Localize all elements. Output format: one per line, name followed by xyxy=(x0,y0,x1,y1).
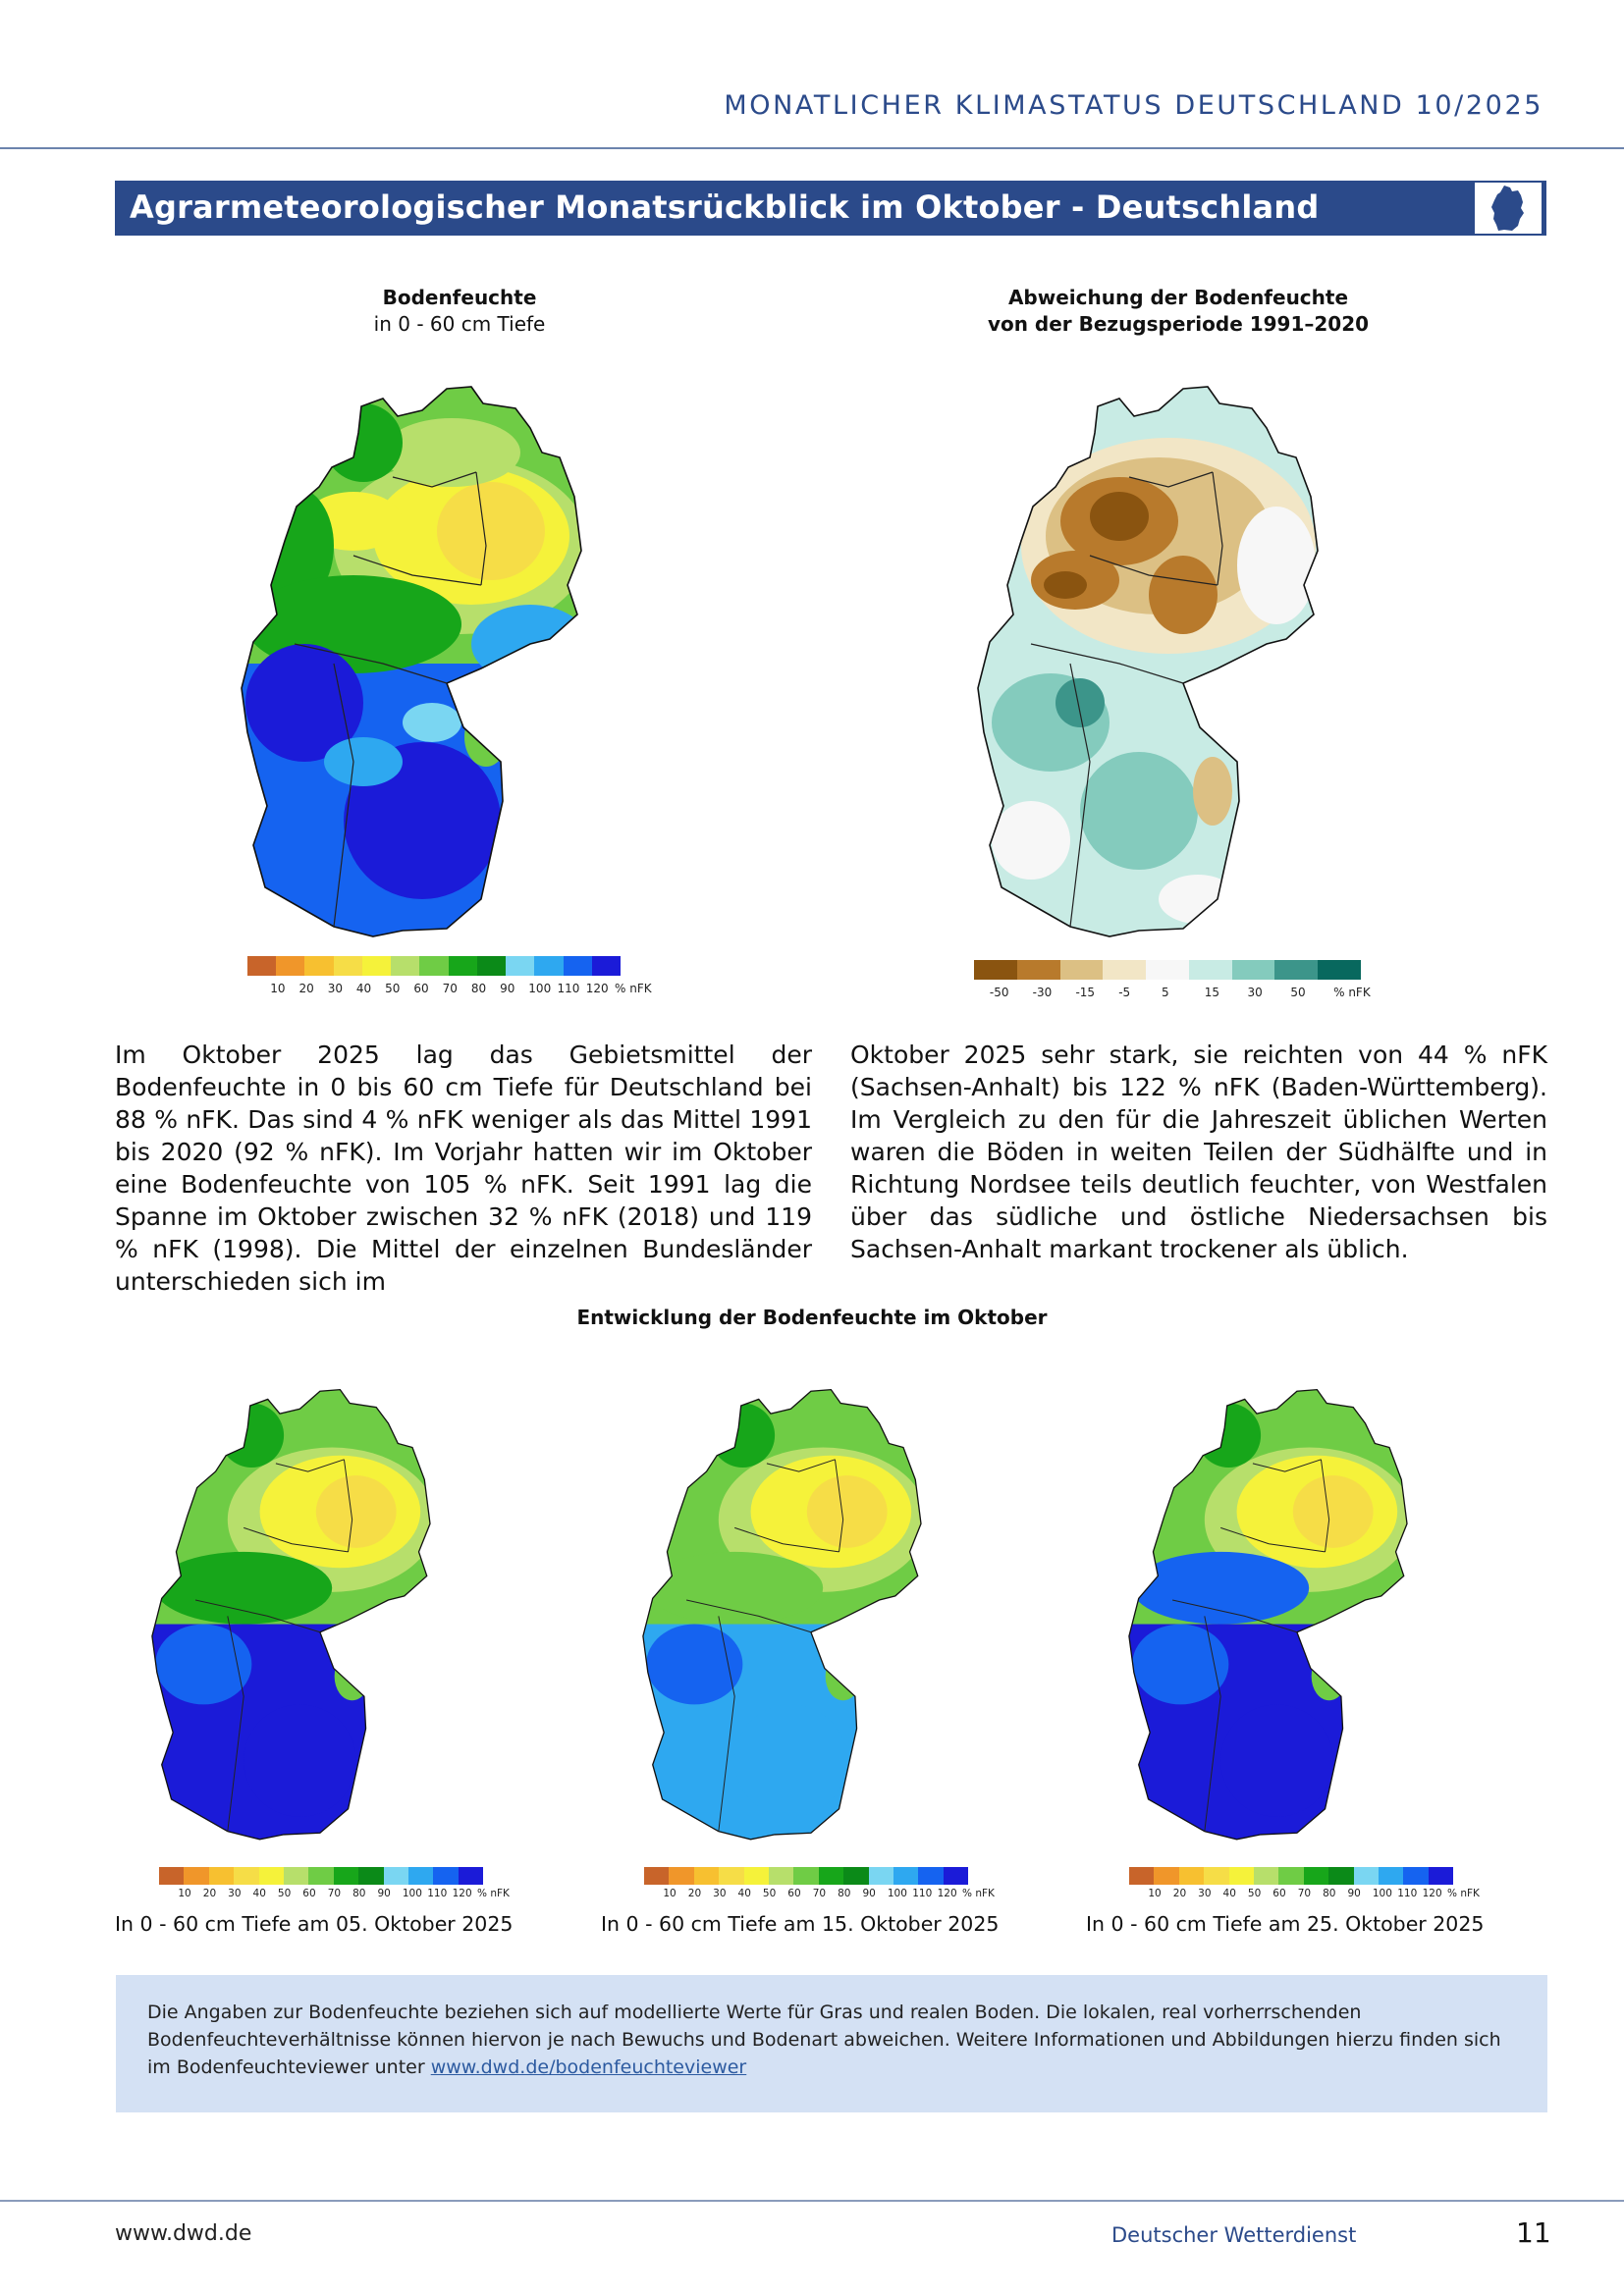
colorbar-swatch xyxy=(744,1867,769,1885)
bodenfeuchteviewer-link[interactable]: www.dwd.de/bodenfeuchteviewer xyxy=(430,2056,747,2078)
colorbar-15-october xyxy=(644,1867,968,1885)
colorbar-swatch xyxy=(449,956,477,976)
colorbar-label: -50 xyxy=(989,986,1009,999)
colorbar-swatch xyxy=(719,1867,743,1885)
colorbar-label: 110 xyxy=(557,982,580,995)
soil-moisture-map-15-october xyxy=(638,1345,992,1855)
colorbar-swatch xyxy=(843,1867,868,1885)
colorbar-swatch xyxy=(477,956,506,976)
colorbar-swatch xyxy=(1274,960,1318,980)
colorbar-swatch xyxy=(1354,1867,1379,1885)
paragraph-left: Im Oktober 2025 lag das Gebietsmittel der Bodenfeuchte in 0 bis 60 cm Tiefe für Deutschland bei 88 % nFK. Das sind 4 % nFK weniger als das Mittel 1991 bis 2020 (92 % nFK). Im Vorjahr hatten wir im Oktober eine Bodenfeuchte von 105 % nFK. Seit 1991 lag die Spanne im Oktober zwischen 32 % nFK (2018) und 119 % nFK (1998). Die Mittel der einzelnen Bundesländer unterschieden sich im xyxy=(115,1041,812,1296)
colorbar-label: 80 xyxy=(352,1888,366,1899)
colorbar-label: 40 xyxy=(355,982,372,995)
colorbar-swatch xyxy=(1103,960,1146,980)
colorbar-label: -5 xyxy=(1118,986,1131,999)
colorbar-swatch xyxy=(1318,960,1361,980)
colorbar-label: 120 xyxy=(937,1888,957,1899)
colorbar-label: 20 xyxy=(687,1888,702,1899)
colorbar-label: 80 xyxy=(838,1888,851,1899)
colorbar-label: 50 xyxy=(1290,986,1306,999)
colorbar-swatch xyxy=(184,1867,208,1885)
colorbar-label: 15 xyxy=(1204,986,1220,999)
colorbar-swatch xyxy=(534,956,563,976)
colorbar-labels-15-october xyxy=(644,1888,1007,1901)
colorbar-label: 120 xyxy=(585,982,609,995)
colorbar-swatch xyxy=(1060,960,1104,980)
footer-website: www.dwd.de xyxy=(115,2221,252,2246)
soil-moisture-map-subtitle: in 0 - 60 cm Tiefe xyxy=(373,312,546,336)
colorbar-label: % nFK xyxy=(615,982,652,995)
colorbar-swatch xyxy=(159,1867,184,1885)
colorbar-swatch xyxy=(1146,960,1189,980)
colorbar-swatch xyxy=(1154,1867,1178,1885)
colorbar-label: 30 xyxy=(1247,986,1263,999)
colorbar-label: 10 xyxy=(270,982,286,995)
colorbar-label: 60 xyxy=(302,1888,316,1899)
colorbar-swatch xyxy=(433,1867,458,1885)
colorbar-label: 30 xyxy=(713,1888,727,1899)
colorbar-25-october xyxy=(1129,1867,1453,1885)
colorbar-label: 60 xyxy=(787,1888,801,1899)
colorbar-swatch xyxy=(259,1867,284,1885)
colorbar-swatch xyxy=(1254,1867,1278,1885)
colorbar-swatch xyxy=(1403,1867,1428,1885)
deviation-map-title: Abweichung der Bodenfeuchte xyxy=(1007,286,1349,309)
colorbar-05-october xyxy=(159,1867,483,1885)
colorbar-swatch xyxy=(974,960,1017,980)
colorbar-swatch xyxy=(459,1867,483,1885)
colorbar-label: 50 xyxy=(762,1888,777,1899)
soil-moisture-colorbar xyxy=(247,956,621,976)
colorbar-label: % nFK xyxy=(962,1888,995,1899)
colorbar-label: 20 xyxy=(298,982,314,995)
report-header-title: MONATLICHER KLIMASTATUS DEUTSCHLAND 10/2025 xyxy=(724,90,1543,121)
colorbar-label: 5 xyxy=(1162,986,1169,999)
colorbar-swatch xyxy=(564,956,592,976)
colorbar-swatch xyxy=(869,1867,893,1885)
colorbar-label: 30 xyxy=(228,1888,242,1899)
colorbar-label: 30 xyxy=(327,982,343,995)
colorbar-label: 70 xyxy=(1297,1888,1312,1899)
soil-moisture-map-05-october xyxy=(147,1345,501,1855)
colorbar-label: 50 xyxy=(1247,1888,1262,1899)
caption-25-october: In 0 - 60 cm Tiefe am 25. Oktober 2025 xyxy=(1086,1912,1485,1936)
colorbar-swatch xyxy=(793,1867,818,1885)
colorbar-label: 90 xyxy=(1347,1888,1361,1899)
colorbar-swatch xyxy=(1204,1867,1228,1885)
soil-moisture-colorbar-labels xyxy=(247,982,660,997)
colorbar-swatch xyxy=(506,956,534,976)
germany-map-icon xyxy=(1475,183,1542,234)
soil-moisture-map xyxy=(236,349,668,938)
colorbar-label: 70 xyxy=(812,1888,827,1899)
colorbar-label: 70 xyxy=(442,982,458,995)
soil-moisture-map-title: Bodenfeuchte xyxy=(382,286,537,309)
colorbar-label: 30 xyxy=(1198,1888,1212,1899)
development-title: Entwicklung der Bodenfeuchte im Oktober xyxy=(576,1306,1048,1329)
colorbar-label: 40 xyxy=(737,1888,751,1899)
colorbar-swatch xyxy=(308,1867,333,1885)
colorbar-swatch xyxy=(391,956,419,976)
deviation-map-heading xyxy=(903,285,1453,338)
colorbar-swatch xyxy=(694,1867,719,1885)
info-note-text: Die Angaben zur Bodenfeuchte beziehen sich auf modellierte Werte für Gras und realen Boden. Die lokalen, real vorherrschenden Bodenfeuchteverhältnisse können hiervon je nach Bewuchs und Bodenart abweichen. Weitere Informationen und Abbildungen hierzu finden sich im Bodenfeuchteviewer unter xyxy=(147,2002,1501,2078)
colorbar-swatch xyxy=(893,1867,918,1885)
section-title: Agrarmeteorologischer Monatsrückblick im Oktober - Deutschland xyxy=(130,188,1320,226)
deviation-map-subtitle: von der Bezugsperiode 1991–2020 xyxy=(987,312,1370,336)
colorbar-label: 120 xyxy=(1422,1888,1442,1899)
deviation-colorbar xyxy=(974,960,1361,980)
colorbar-label: 110 xyxy=(427,1888,448,1899)
colorbar-swatch xyxy=(592,956,621,976)
paragraph-right: Oktober 2025 sehr stark, sie reichten von 44 % nFK (Sachsen-Anhalt) bis 122 % nFK (Baden-Württemberg). Im Vergleich zu den für die Jahreszeit üblichen Werten waren die Böden in weiten Teilen der Südhälfte und in Richtung Nordsee teils deutlich feuchter, von Westfalen über das südliche und östliche Niedersachsen bis Sachsen-Anhalt markant trockener als üblich. xyxy=(850,1041,1547,1263)
info-note xyxy=(147,1999,1522,2081)
colorbar-swatch xyxy=(209,1867,234,1885)
soil-moisture-deviation-map xyxy=(962,349,1414,938)
colorbar-label: -30 xyxy=(1032,986,1053,999)
colorbar-label: 10 xyxy=(178,1888,191,1899)
colorbar-label: 50 xyxy=(385,982,401,995)
deviation-colorbar-labels xyxy=(974,986,1386,1001)
colorbar-swatch xyxy=(384,1867,408,1885)
colorbar-label: 100 xyxy=(402,1888,422,1899)
colorbar-swatch xyxy=(1304,1867,1328,1885)
page-number: 11 xyxy=(1516,2216,1551,2249)
colorbar-swatch xyxy=(1278,1867,1303,1885)
colorbar-swatch xyxy=(419,956,448,976)
colorbar-label: 90 xyxy=(862,1888,876,1899)
colorbar-label: 110 xyxy=(1397,1888,1418,1899)
colorbar-swatch xyxy=(247,956,276,976)
colorbar-labels-05-october xyxy=(159,1888,522,1901)
colorbar-swatch xyxy=(644,1867,669,1885)
colorbar-label: 50 xyxy=(277,1888,292,1899)
colorbar-swatch xyxy=(918,1867,943,1885)
colorbar-swatch xyxy=(362,956,391,976)
soil-moisture-map-heading xyxy=(185,285,734,338)
colorbar-label: % nFK xyxy=(1333,986,1371,999)
colorbar-label: 10 xyxy=(663,1888,677,1899)
colorbar-label: -15 xyxy=(1075,986,1096,999)
colorbar-label: % nFK xyxy=(1447,1888,1480,1899)
colorbar-label: 60 xyxy=(1272,1888,1286,1899)
colorbar-label: 20 xyxy=(202,1888,217,1899)
colorbar-label: 100 xyxy=(887,1888,907,1899)
colorbar-swatch xyxy=(1129,1867,1154,1885)
colorbar-swatch xyxy=(1017,960,1060,980)
colorbar-swatch xyxy=(1429,1867,1453,1885)
colorbar-labels-25-october xyxy=(1129,1888,1492,1901)
colorbar-swatch xyxy=(358,1867,383,1885)
colorbar-swatch xyxy=(669,1867,693,1885)
colorbar-label: % nFK xyxy=(477,1888,510,1899)
colorbar-label: 100 xyxy=(528,982,552,995)
colorbar-label: 20 xyxy=(1172,1888,1187,1899)
colorbar-label: 40 xyxy=(252,1888,266,1899)
colorbar-swatch xyxy=(1232,960,1275,980)
colorbar-label: 60 xyxy=(413,982,429,995)
colorbar-label: 80 xyxy=(470,982,487,995)
header-divider xyxy=(0,147,1624,149)
colorbar-label: 120 xyxy=(452,1888,472,1899)
colorbar-swatch xyxy=(334,956,362,976)
colorbar-label: 90 xyxy=(377,1888,391,1899)
colorbar-label: 100 xyxy=(1372,1888,1392,1899)
soil-moisture-map-25-october xyxy=(1124,1345,1478,1855)
colorbar-label: 40 xyxy=(1222,1888,1236,1899)
colorbar-label: 70 xyxy=(327,1888,342,1899)
colorbar-label: 110 xyxy=(912,1888,933,1899)
colorbar-swatch xyxy=(276,956,304,976)
colorbar-label: 10 xyxy=(1148,1888,1162,1899)
footer-publisher: Deutscher Wetterdienst xyxy=(1111,2223,1357,2247)
colorbar-swatch xyxy=(1328,1867,1353,1885)
caption-15-october: In 0 - 60 cm Tiefe am 15. Oktober 2025 xyxy=(601,1912,1000,1936)
colorbar-swatch xyxy=(1229,1867,1254,1885)
colorbar-swatch xyxy=(1379,1867,1403,1885)
colorbar-swatch xyxy=(769,1867,793,1885)
caption-05-october: In 0 - 60 cm Tiefe am 05. Oktober 2025 xyxy=(115,1912,514,1936)
colorbar-swatch xyxy=(334,1867,358,1885)
colorbar-swatch xyxy=(1179,1867,1204,1885)
colorbar-label: 90 xyxy=(500,982,515,995)
colorbar-swatch xyxy=(408,1867,433,1885)
colorbar-swatch xyxy=(284,1867,308,1885)
colorbar-swatch xyxy=(819,1867,843,1885)
colorbar-swatch xyxy=(234,1867,258,1885)
footer-divider xyxy=(0,2200,1624,2202)
colorbar-swatch xyxy=(304,956,333,976)
colorbar-swatch xyxy=(1189,960,1232,980)
colorbar-label: 80 xyxy=(1323,1888,1336,1899)
colorbar-swatch xyxy=(944,1867,968,1885)
